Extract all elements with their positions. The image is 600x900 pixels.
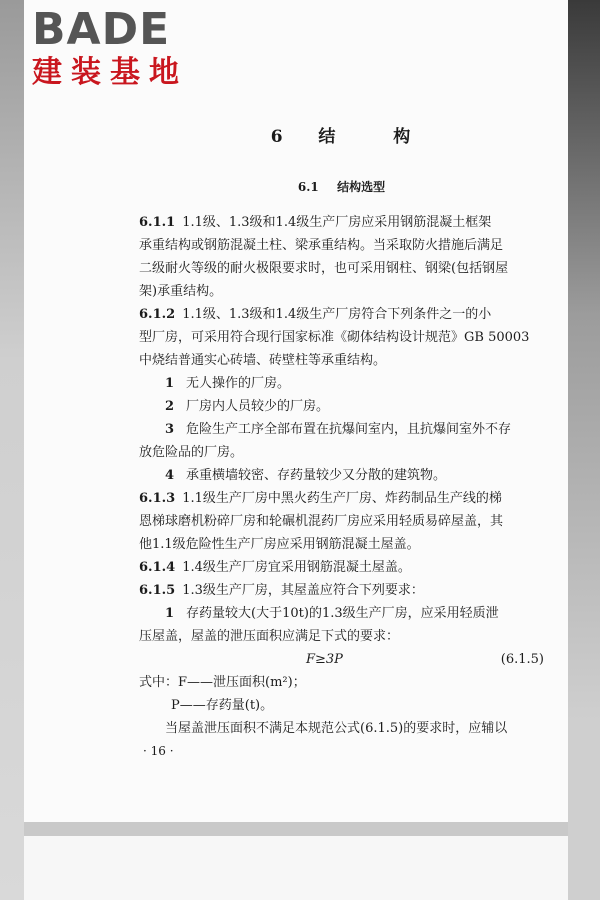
clause-text: 中烧结普通实心砖墙、砖壁柱等承重结构。	[139, 353, 387, 368]
chapter-heading	[139, 122, 544, 147]
clause-text: 1.4级生产厂房宜采用钢筋混凝土屋盖。	[182, 560, 411, 575]
section-number: 6.1	[297, 180, 319, 194]
clause-6-1-2	[139, 303, 544, 372]
next-page	[24, 836, 568, 900]
item-text: 厂房内人员较少的厂房。	[186, 399, 330, 414]
item-number: 1	[165, 606, 175, 621]
clause-text: 1.1级、1.3级和1.4级生产厂房符合下列条件之一的小	[182, 307, 492, 322]
item-number: 4	[165, 468, 175, 483]
clause-number: 6.1.3	[139, 491, 176, 506]
formula	[139, 648, 544, 671]
clause-text: 1.1级生产厂房中黑火药生产厂房、炸药制品生产线的梯	[182, 491, 502, 506]
section-heading	[139, 178, 544, 195]
clause-text: 他1.1级危险性生产厂房应采用钢筋混凝土屋盖。	[139, 537, 420, 552]
clause-6-1-5	[139, 579, 544, 602]
clause-number: 6.1.1	[139, 215, 176, 230]
list-item-continuation: 放危险品的厂房。	[139, 445, 244, 460]
list-item	[139, 464, 544, 487]
formula-number: (6.1.5)	[500, 652, 544, 667]
list-item	[139, 418, 544, 441]
clause-text: 二级耐火等级的耐火极限要求时，也可采用钢柱、钢梁(包括钢屋	[139, 261, 509, 276]
chapter-title-part2: 构	[393, 127, 413, 147]
formula-expression: F≥3P	[306, 652, 343, 667]
formula-where-line: P——存药量(t)。	[171, 698, 274, 713]
item-number: 2	[165, 399, 175, 414]
clause-number: 6.1.4	[139, 560, 176, 575]
list-item	[139, 372, 544, 395]
document-page	[24, 0, 568, 822]
document-body	[139, 211, 544, 763]
clause-6-1-1	[139, 211, 544, 303]
chapter-title-part1: 结	[318, 127, 338, 147]
list-item	[139, 602, 544, 625]
item-number: 3	[165, 422, 175, 437]
page-number: · 16 ·	[143, 744, 174, 758]
item-text: 危险生产工序全部布置在抗爆间室内，且抗爆间室外不存	[186, 422, 512, 437]
item-text: 存药量较大(大于10t)的1.3级生产厂房，应采用轻质泄	[186, 606, 499, 621]
scan-right-edge	[568, 0, 600, 900]
scan-left-edge	[0, 0, 24, 900]
item-text: 承重横墙较密、存药量较少又分散的建筑物。	[186, 468, 447, 483]
watermark-logo	[32, 6, 188, 90]
clause-number: 6.1.2	[139, 307, 176, 322]
clause-text: 型厂房，可采用符合现行国家标准《砌体结构设计规范》GB 50003	[139, 330, 530, 345]
clause-text: 恩梯球磨机粉碎厂房和轮碾机混药厂房应采用轻质易碎屋盖，其	[139, 514, 504, 529]
clause-6-1-3	[139, 487, 544, 556]
paragraph-text: 当屋盖泄压面积不满足本规范公式(6.1.5)的要求时，应辅以	[165, 721, 508, 736]
chapter-number: 6	[270, 127, 285, 147]
page-gap	[24, 822, 568, 836]
logo-chinese: 建装基地	[32, 55, 188, 90]
list-item	[139, 395, 544, 418]
list-item-continuation: 压屋盖，屋盖的泄压面积应满足下式的要求：	[139, 629, 400, 644]
logo-wordmark: BADE	[32, 4, 171, 55]
section-title: 结构选型	[337, 180, 386, 194]
item-number: 1	[165, 376, 175, 391]
clause-text: 1.1级、1.3级和1.4级生产厂房应采用钢筋混凝土框架	[182, 215, 492, 230]
clause-text: 1.3级生产厂房，其屋盖应符合下列要求：	[182, 583, 424, 598]
formula-where-line: 式中：F——泄压面积(m²)；	[139, 675, 306, 690]
clause-text: 承重结构或钢筋混凝土柱、梁承重结构。当采取防火措施后满足	[139, 238, 504, 253]
clause-6-1-4	[139, 556, 544, 579]
clause-number: 6.1.5	[139, 583, 176, 598]
clause-text: 架)承重结构。	[139, 284, 223, 299]
item-text: 无人操作的厂房。	[186, 376, 291, 391]
